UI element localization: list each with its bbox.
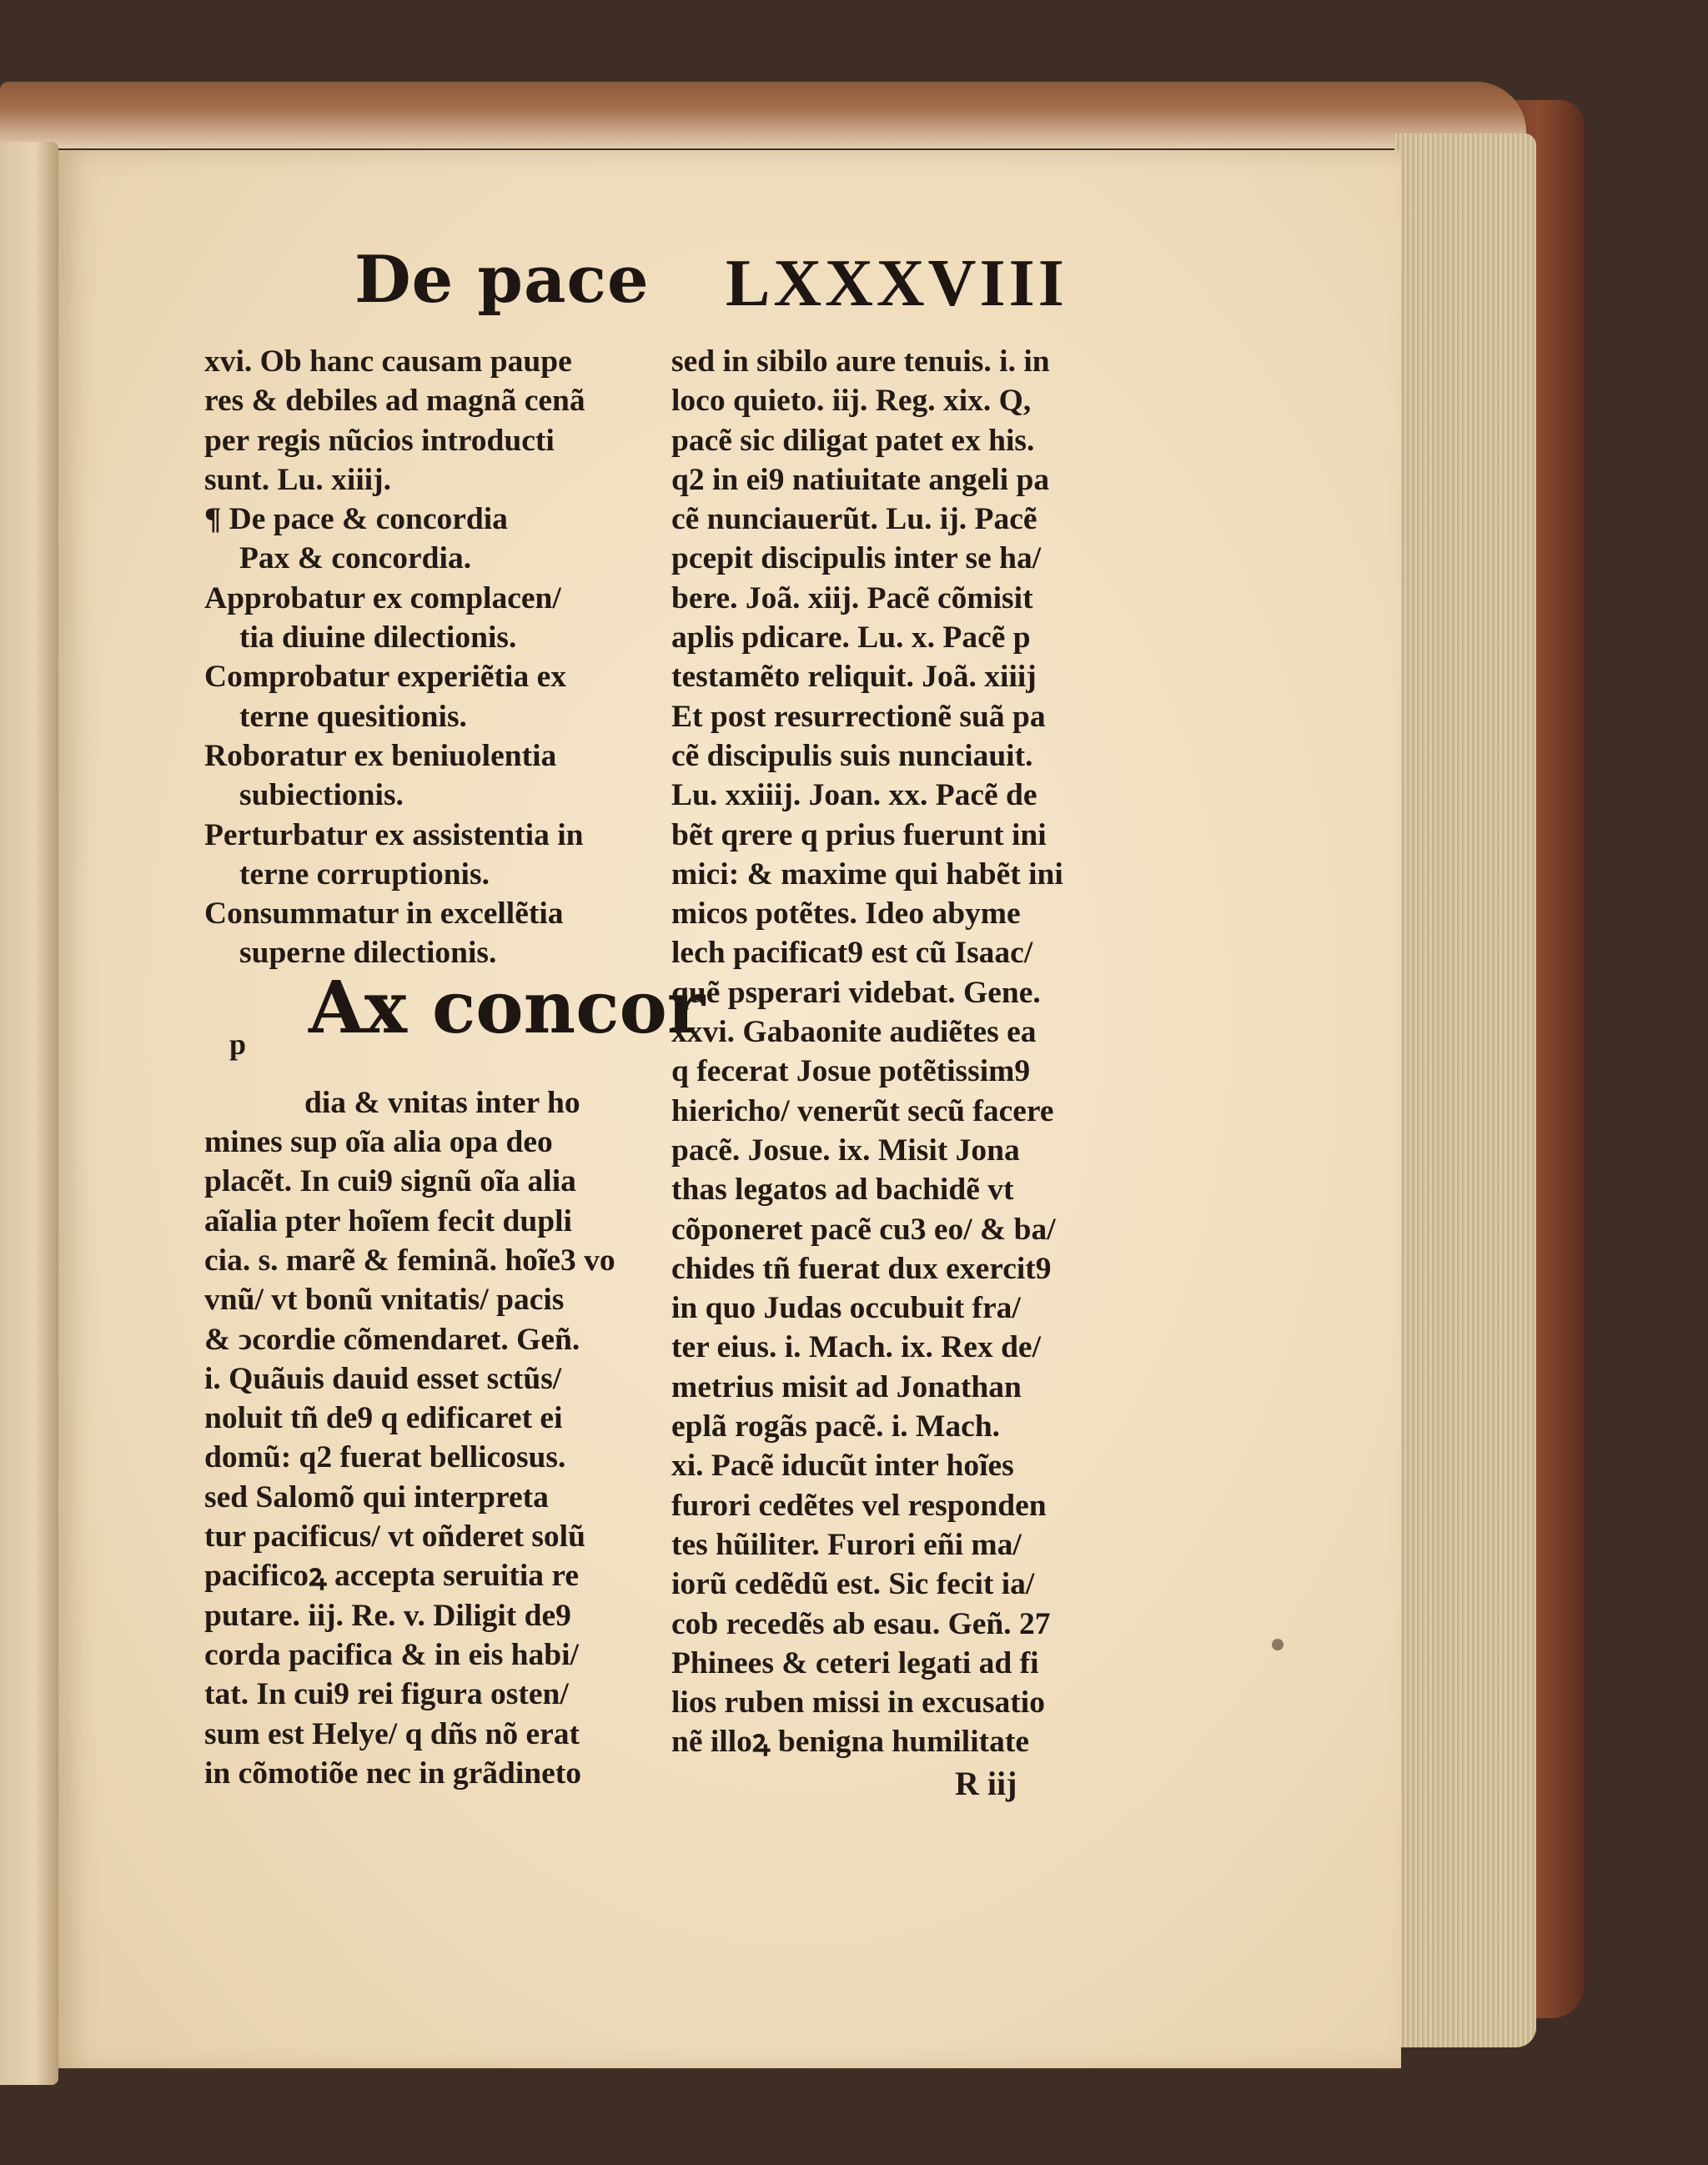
text-line: nẽ illoꝝ benigna humilitate bbox=[671, 1725, 1030, 1760]
guide-letter: p bbox=[229, 1027, 247, 1061]
outline-line: Roboratur ex beniuolentia bbox=[204, 738, 557, 773]
text-line: tes hũiliter. Furori eñi ma/ bbox=[671, 1527, 1022, 1562]
text-line: hiericho/ venerũt secũ facere bbox=[671, 1093, 1054, 1128]
chapter-opening bbox=[204, 965, 706, 1083]
text-line: furori cedẽtes vel responden bbox=[671, 1488, 1047, 1523]
chapter-heading: Ax concor bbox=[309, 965, 706, 1050]
right-text-column bbox=[671, 342, 1113, 1762]
outline-line: Consummatur in excellẽtia bbox=[204, 897, 564, 932]
text-line: cẽ discipulis suis nunciauit. bbox=[671, 738, 1033, 773]
text-line: in cõmotiõe nec in grãdineto bbox=[204, 1756, 582, 1791]
outline-line: Comprobatur experiẽtia ex bbox=[204, 660, 566, 695]
text-line: chides tñ fuerat dux exercit9 bbox=[671, 1251, 1052, 1286]
book-top-binding bbox=[0, 82, 1526, 148]
text-line: mici: & maxime qui habẽt ini bbox=[671, 856, 1063, 892]
signature-mark: R iij bbox=[955, 1765, 1017, 1802]
page-edges bbox=[1394, 133, 1536, 2047]
text-line: Lu. xxiiij. Joan. xx. Pacẽ de bbox=[671, 778, 1037, 813]
text-line: metrius misit ad Jonathan bbox=[671, 1369, 1022, 1404]
text-line: xxvi. Gabaonite audiẽtes ea bbox=[671, 1015, 1037, 1050]
outline-line: tia diuine dilectionis. bbox=[239, 620, 517, 656]
text-line: Et post resurrectionẽ suã pa bbox=[671, 699, 1046, 734]
text-line: vnũ/ vt bonũ vnitatis/ pacis bbox=[204, 1283, 565, 1318]
text-line: placẽt. In cui9 signũ oĩa alia bbox=[204, 1164, 576, 1199]
text-line: eplã rogãs pacẽ. i. Mach. bbox=[671, 1409, 1001, 1444]
text-line: sunt. Lu. xiiij. bbox=[204, 462, 392, 497]
text-line: pacificoꝝ accepta seruitia re bbox=[204, 1559, 579, 1594]
text-line: in quo Judas occubuit fra/ bbox=[671, 1291, 1021, 1326]
text-line: putare. iij. Re. v. Diligit de9 bbox=[204, 1598, 571, 1633]
text-line: testamẽto reliquit. Joã. xiiij bbox=[671, 660, 1037, 695]
text-line: ter eius. i. Mach. ix. Rex de/ bbox=[671, 1330, 1041, 1365]
text-line: cob recedẽs ab esau. Geñ. 27 bbox=[671, 1606, 1051, 1641]
text-line: tur pacificus/ vt oñderet solũ bbox=[204, 1520, 585, 1555]
outline-line: terne quesitionis. bbox=[239, 699, 467, 734]
text-line: micos potẽtes. Ideo abyme bbox=[671, 897, 1021, 932]
outline-line: Approbatur ex complacen/ bbox=[204, 580, 561, 615]
text-line: cõponeret pacẽ cu3 eo/ & ba/ bbox=[671, 1212, 1056, 1247]
folio-number: LXXXVIII bbox=[726, 247, 1068, 320]
text-line: & ↄcordie cõmendaret. Geñ. bbox=[204, 1322, 580, 1357]
text-line: dia & vnitas inter ho bbox=[304, 1085, 580, 1120]
text-line: sed Salomõ qui interpreta bbox=[204, 1479, 549, 1514]
running-head-title: De pace bbox=[354, 242, 650, 318]
text-line: q2 in ei9 natiuitate angeli pa bbox=[671, 462, 1050, 497]
page-hole-mark bbox=[1272, 1639, 1284, 1650]
text-line: cẽ nunciauerũt. Lu. ij. Pacẽ bbox=[671, 502, 1037, 537]
text-line: pacẽ sic diligat patet ex his. bbox=[671, 423, 1035, 458]
left-text-column bbox=[204, 342, 706, 1793]
text-line: loco quieto. iij. Reg. xix. Q, bbox=[671, 384, 1032, 419]
text-line: iorũ cedẽdũ est. Sic fecit ia/ bbox=[671, 1567, 1035, 1602]
text-line: sed in sibilo aure tenuis. i. in bbox=[671, 344, 1050, 379]
text-line: thas legatos ad bachidẽ vt bbox=[671, 1173, 1014, 1208]
text-line: xi. Pacẽ iducũt inter hoĩes bbox=[671, 1449, 1014, 1484]
text-line: sum est Helye/ q dñs nõ erat bbox=[204, 1716, 580, 1751]
text-line: tat. In cui9 rei figura osten/ bbox=[204, 1677, 569, 1712]
text-line: lios ruben missi in excusatio bbox=[671, 1685, 1045, 1720]
text-line: res & debiles ad magnã cenã bbox=[204, 384, 585, 419]
text-line: lech pacificat9 est cũ Isaac/ bbox=[671, 936, 1033, 971]
outline-heading: ¶ De pace & concordia bbox=[204, 502, 508, 537]
text-line: Phinees & ceteri legati ad fi bbox=[671, 1645, 1039, 1680]
text-line: domũ: q2 fuerat bellicosus. bbox=[204, 1440, 566, 1475]
text-line: per regis nũcios introducti bbox=[204, 423, 555, 458]
text-line: corda pacifica & in eis habi/ bbox=[204, 1637, 579, 1672]
outline-line: Perturbatur ex assistentia in bbox=[204, 817, 584, 852]
outline-line: subiectionis. bbox=[239, 778, 404, 813]
text-line: quẽ psperari videbat. Gene. bbox=[671, 975, 1041, 1010]
text-line: noluit tñ de9 q edificaret ei bbox=[204, 1401, 563, 1436]
text-line: cia. s. marẽ & feminã. hoĩe3 vo bbox=[204, 1243, 615, 1278]
text-line: pacẽ. Josue. ix. Misit Jona bbox=[671, 1133, 1020, 1168]
text-line: q fecerat Josue potẽtissim9 bbox=[671, 1054, 1031, 1089]
text-line: xvi. Ob hanc causam paupe bbox=[204, 344, 572, 379]
text-line: aĩalia pter hoĩem fecit dupli bbox=[204, 1203, 572, 1238]
outline-line: Pax & concordia. bbox=[239, 541, 472, 576]
text-line: bere. Joã. xiij. Pacẽ cõmisit bbox=[671, 580, 1033, 615]
text-line: aplis pdicare. Lu. x. Pacẽ p bbox=[671, 620, 1031, 656]
text-line: bẽt qrere q prius fuerunt ini bbox=[671, 817, 1047, 852]
text-line: i. Quãuis dauid esset sctũs/ bbox=[204, 1361, 562, 1396]
outline-line: terne corruptionis. bbox=[239, 856, 490, 892]
text-line: mines sup oĩa alia opa deo bbox=[204, 1125, 553, 1160]
outline-line: superne dilectionis. bbox=[239, 936, 497, 971]
facing-page-edge bbox=[0, 142, 58, 2085]
page-bottom-backdrop bbox=[58, 2068, 1543, 2165]
text-line: pcepit discipulis inter se ha/ bbox=[671, 541, 1042, 576]
